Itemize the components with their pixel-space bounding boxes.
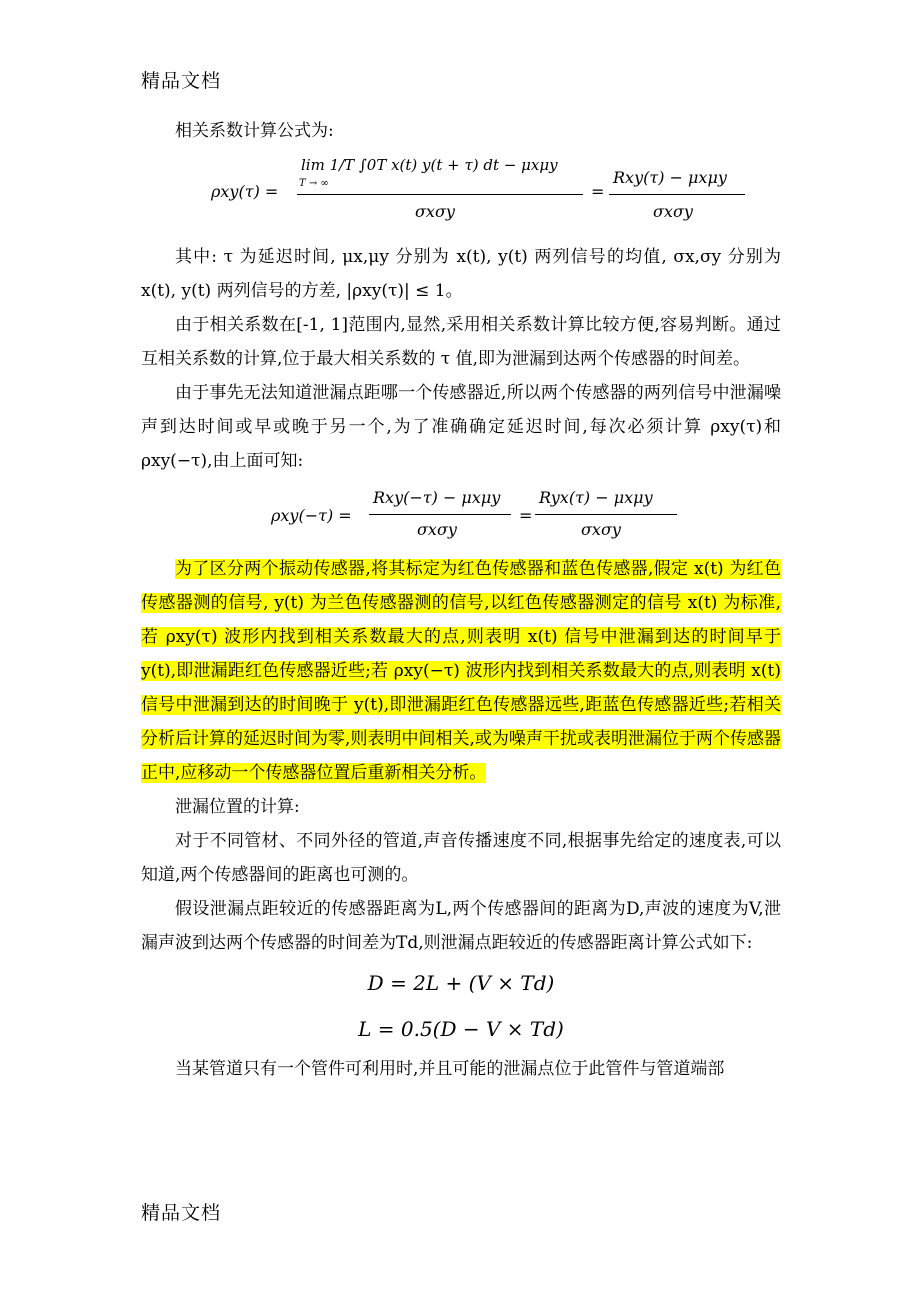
fraction2-bar <box>369 514 511 515</box>
formula-equals: = <box>591 182 605 201</box>
paragraph-definitions: 其中: τ 为延迟时间, μx,μy 分别为 x(t), y(t) 两列信号的均值, σx,σy 分别为 x(t), y(t) 两列信号的方差, |ρxy(τ)| ≤ 1。 <box>141 247 781 301</box>
formula2-lhs: ρxy(−τ) = <box>271 506 352 525</box>
fraction2-bar-2 <box>535 514 677 515</box>
page-footer: 精品文档 <box>141 1202 222 1224</box>
paragraph-range: 由于相关系数在[-1, 1]范围内,显然,采用相关系数计算比较方便,容易判断。通过互相关系数的计算,位于最大相关系数的 τ 值,即为泄漏到达两个传感器的时间差。 <box>141 315 781 369</box>
document-body <box>141 114 781 1086</box>
formula-limit-subscript: T → ∞ <box>299 178 329 189</box>
paragraph-single-fitting: 当某管道只有一个管件可利用时,并且可能的泄漏点位于此管件与管道端部 <box>175 1059 725 1079</box>
equation-d: D = 2L + (V × Td) <box>367 971 555 995</box>
formula-numerator-2: Rxy(τ) − μxμy <box>613 168 727 187</box>
formula-denominator-2: σxσy <box>653 202 693 221</box>
fraction-bar <box>297 194 583 195</box>
formula-lhs: ρxy(τ) = <box>211 182 279 201</box>
paragraph-leak-position-title: 泄漏位置的计算: <box>175 797 300 817</box>
paragraph-assumption: 假设泄漏点距较近的传感器距离为L,两个传感器间的距离为D,声波的速度为V,泄漏声波到达两个传感器的时间差为Td,则泄漏点距较近的传感器距离计算公式如下: <box>141 899 781 953</box>
formula-numerator: lim 1/T ∫0T x(t) y(t + τ) dt − μxμy <box>301 156 558 174</box>
equation-l: L = 0.5(D − V × Td) <box>358 1017 564 1041</box>
paragraph-pipe-speed: 对于不同管材、不同外径的管道,声音传播速度不同,根据事先给定的速度表,可以知道,两个传感器间的距离也可测的。 <box>141 831 781 885</box>
formula-denominator: σxσy <box>415 202 455 221</box>
fraction-bar-2 <box>609 194 745 195</box>
paragraph-intro: 相关系数计算公式为: <box>175 121 334 141</box>
highlight-text: 为了区分两个振动传感器,将其标定为红色传感器和蓝色传感器,假定 x(t) 为红色传感器测的信号, y(t) 为兰色传感器测的信号,以红色传感器测定的信号 x(t) 为标准,若 ρxy(τ) 波形内找到相关系数最大的点,则表明 x(t) 信号中泄漏到达的时间早于 y(t),即泄漏距红色传感器近些;若 ρxy(−τ) 波形内找到相关系数最大的点,则表明 x(t) 信号中泄漏到达的时间晚于 y(t),即泄漏距红色传感器远些,距蓝色传感器近些;若相关分析后计算的延迟时间为零,则表明中间相关,或为噪声干扰或表明泄漏位于两个传感器正中,应移动一个传感器位置后重新相关分析。 <box>141 559 781 783</box>
paragraph-highlighted <box>141 552 781 790</box>
page-header: 精品文档 <box>141 70 222 92</box>
formula2-denominator-2: σxσy <box>581 520 621 539</box>
paragraph-delay: 由于事先无法知道泄漏点距哪一个传感器近,所以两个传感器的两列信号中泄漏噪声到达时间或早或晚于另一个,为了准确确定延迟时间,每次必须计算 ρxy(τ)和ρxy(−τ),由上面可知: <box>141 383 781 471</box>
formula2-numerator-2: Ryx(τ) − μxμy <box>539 488 653 507</box>
formula2-equals: = <box>519 506 533 525</box>
formula2-denominator: σxσy <box>417 520 457 539</box>
formula-negative-tau <box>141 482 781 546</box>
formula2-numerator: Rxy(−τ) − μxμy <box>373 488 501 507</box>
formula-correlation <box>141 152 781 234</box>
